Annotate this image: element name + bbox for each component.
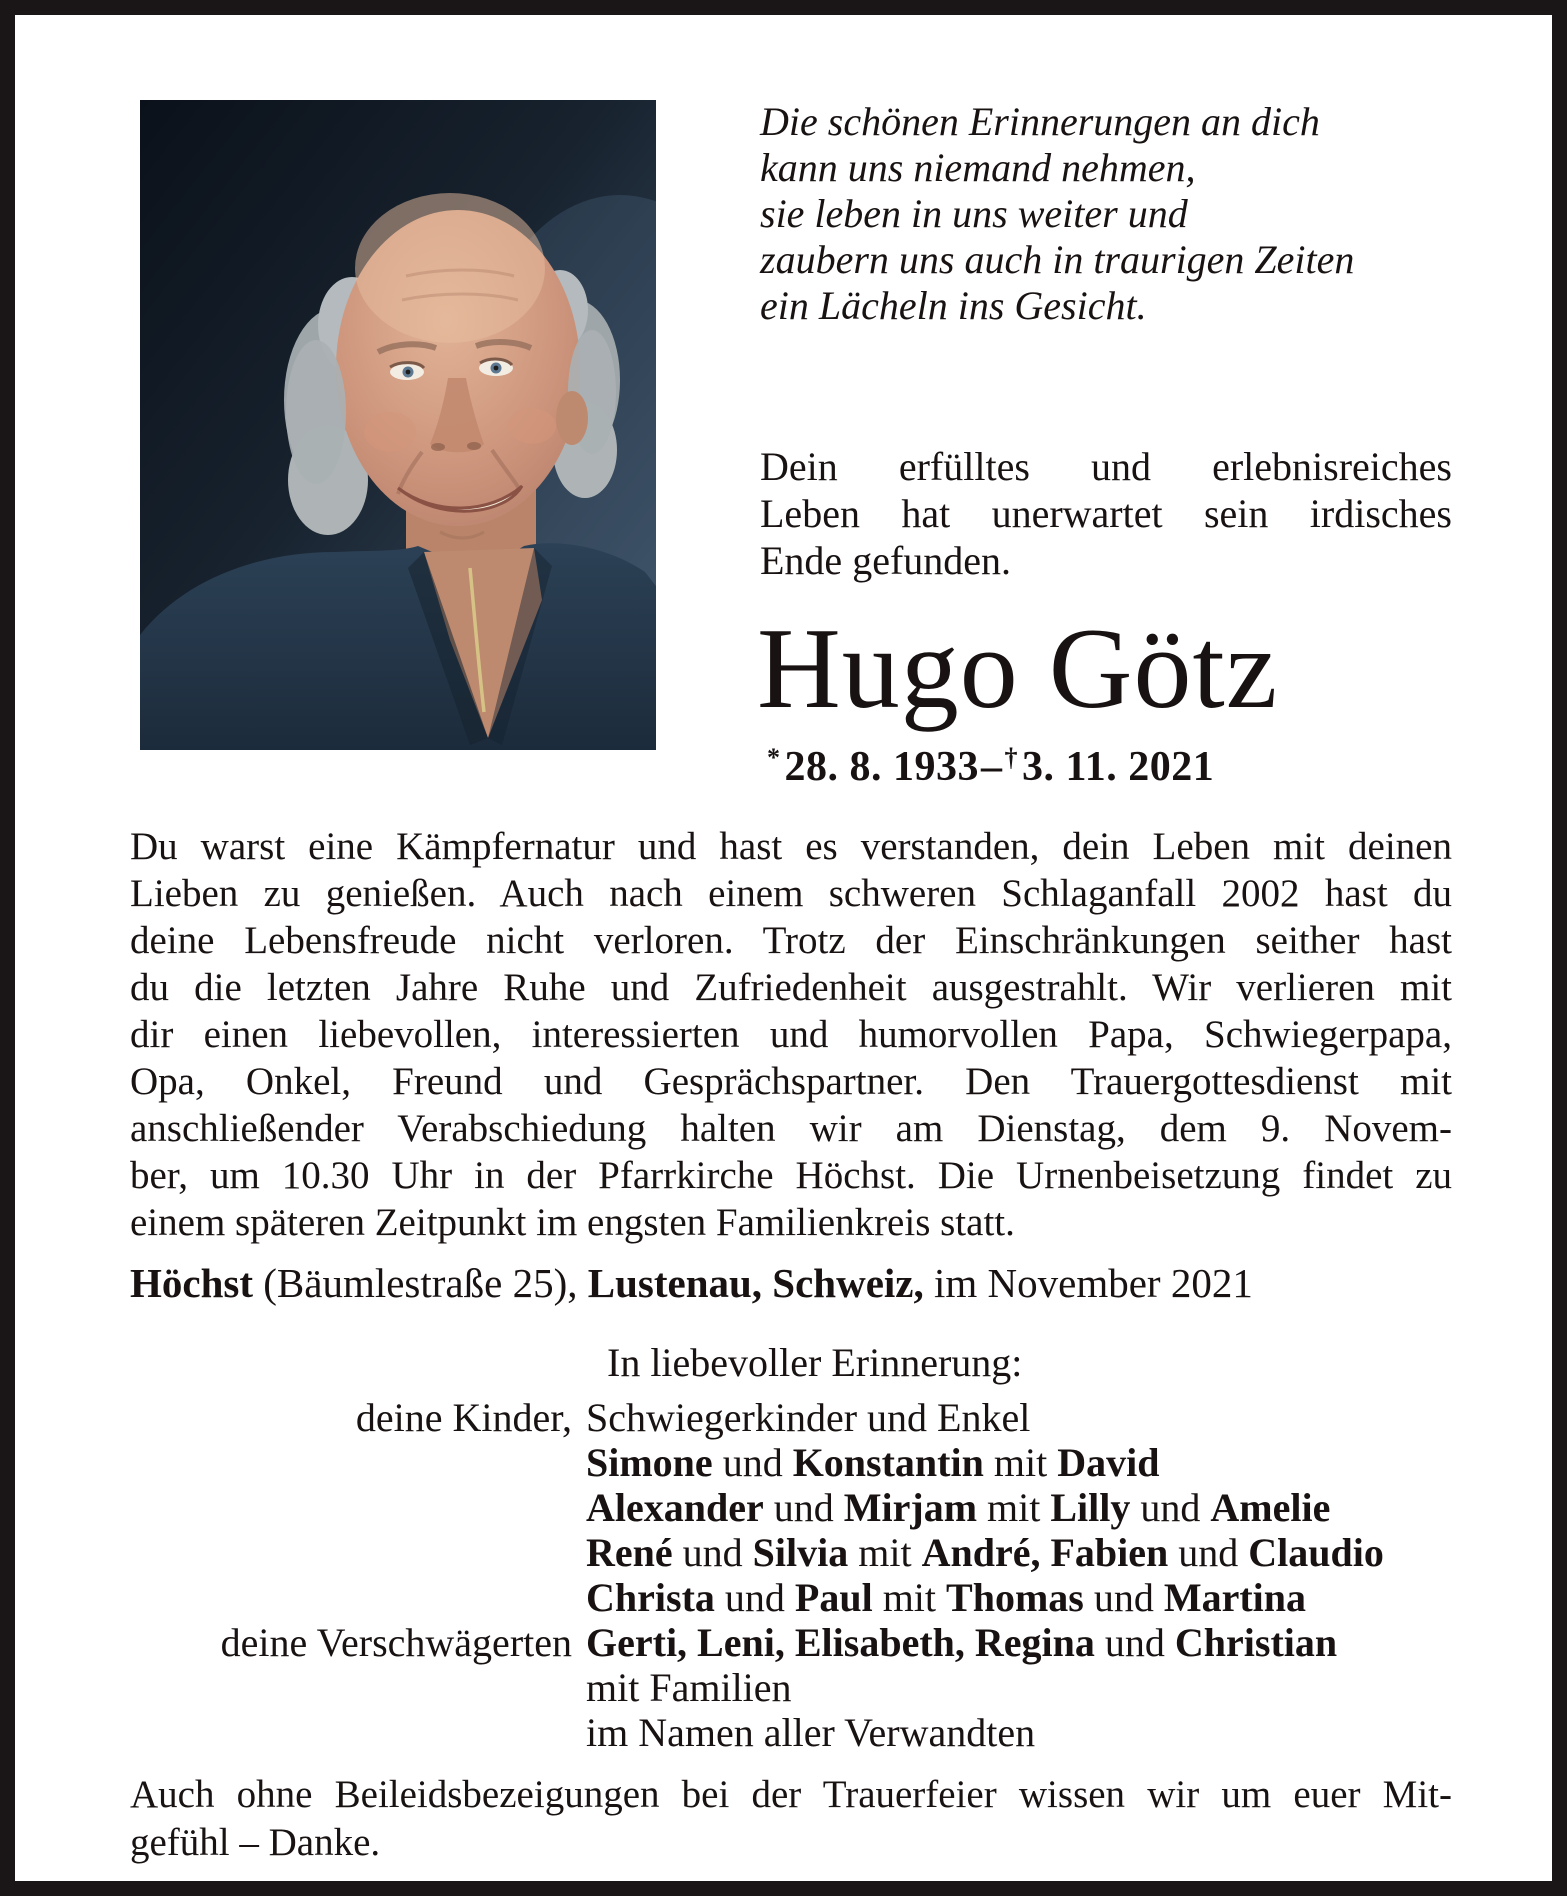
deceased-name: Hugo Götz bbox=[757, 605, 1279, 733]
obituary-line: anschließender Verabschiedung halten wir am Dienstag, dem 9. Novem- bbox=[130, 1107, 1452, 1150]
obituary-text bbox=[130, 823, 1452, 1246]
poem-line: kann uns niemand nehmen, bbox=[760, 145, 1196, 190]
connector-text: mit bbox=[977, 1485, 1051, 1530]
person-name: René bbox=[586, 1530, 673, 1575]
person-name: André, Fabien bbox=[921, 1530, 1169, 1575]
relation-label bbox=[130, 1710, 572, 1755]
names-line bbox=[586, 1575, 1306, 1620]
death-cross-symbol: † bbox=[1004, 742, 1019, 772]
connector-text: mit bbox=[872, 1575, 947, 1620]
person-name: Paul bbox=[794, 1575, 873, 1620]
remembrance-row bbox=[130, 1440, 1490, 1485]
connector-text: und bbox=[714, 1575, 795, 1620]
person-name: Christian bbox=[1174, 1620, 1338, 1665]
death-date: 3. 11. 2021 bbox=[1022, 744, 1215, 790]
intro-line: Dein erfülltes und erlebnisreiches bbox=[760, 444, 1452, 489]
names-line bbox=[586, 1395, 1030, 1440]
relation-label bbox=[130, 1665, 572, 1710]
poem-line: sie leben in uns weiter und bbox=[760, 191, 1188, 236]
relation-label bbox=[130, 1440, 572, 1485]
portrait-illustration bbox=[140, 100, 656, 750]
remembrance-row bbox=[130, 1395, 1490, 1440]
person-name: Christa bbox=[586, 1575, 715, 1620]
poem-line: zaubern uns auch in traurigen Zeiten bbox=[760, 237, 1355, 282]
connector-text: und bbox=[712, 1440, 793, 1485]
location-place: Lustenau, Schweiz, bbox=[587, 1260, 934, 1306]
remembrance-row bbox=[130, 1710, 1490, 1755]
location-place: Höchst bbox=[130, 1260, 264, 1306]
connector-text: und bbox=[763, 1485, 844, 1530]
person-name: Claudio bbox=[1248, 1530, 1384, 1575]
connector-text: und bbox=[1094, 1620, 1175, 1665]
person-name: Simone bbox=[586, 1440, 713, 1485]
poem-line: Die schönen Erinnerungen an dich bbox=[760, 99, 1320, 144]
closing-line: gefühl – Danke. bbox=[130, 1821, 381, 1864]
person-name: David bbox=[1057, 1440, 1160, 1485]
intro-text bbox=[760, 443, 1452, 584]
person-name: Silvia bbox=[752, 1530, 849, 1575]
connector-text: und bbox=[1168, 1530, 1249, 1575]
remembrance-row bbox=[130, 1620, 1490, 1665]
location-text: im November 2021 bbox=[934, 1260, 1253, 1306]
person-name: Amelie bbox=[1210, 1485, 1331, 1530]
remembrance-row bbox=[130, 1530, 1490, 1575]
connector-text: mit bbox=[983, 1440, 1058, 1485]
dates-separator: – bbox=[981, 744, 1003, 790]
names-line bbox=[586, 1710, 1035, 1755]
connector-text: Schwiegerkinder und Enkel bbox=[586, 1395, 1031, 1440]
names-line bbox=[586, 1665, 792, 1710]
connector-text: und bbox=[672, 1530, 753, 1575]
remembrance-list bbox=[130, 1395, 1490, 1755]
names-line bbox=[586, 1620, 1337, 1665]
birth-date: 28. 8. 1933 bbox=[784, 744, 980, 790]
remembrance-row bbox=[130, 1665, 1490, 1710]
intro-line: Ende gefunden. bbox=[760, 538, 1012, 583]
life-dates bbox=[767, 743, 1214, 791]
obituary-line: Opa, Onkel, Freund und Gesprächspartner. Den Trauergottesdienst mit bbox=[130, 1060, 1452, 1103]
intro-line: Leben hat unerwartet sein irdisches bbox=[760, 491, 1452, 536]
connector-text: mit Familien bbox=[586, 1665, 792, 1710]
portrait-photo bbox=[140, 100, 656, 750]
remembrance-row bbox=[130, 1485, 1490, 1530]
connector-text: mit bbox=[848, 1530, 922, 1575]
names-line bbox=[586, 1485, 1330, 1530]
person-name: Alexander bbox=[586, 1485, 764, 1530]
birth-star-symbol: * bbox=[767, 742, 781, 772]
ear bbox=[556, 391, 588, 445]
relation-label bbox=[130, 1530, 572, 1575]
connector-text: und bbox=[1083, 1575, 1164, 1620]
obituary-line: dir einen liebevollen, interessierten und humorvollen Papa, Schwiegerpapa, bbox=[130, 1013, 1452, 1056]
relation-label: deine Verschwägerten bbox=[220, 1620, 572, 1665]
relation-label bbox=[130, 1485, 572, 1530]
remembrance-row bbox=[130, 1575, 1490, 1620]
names-line bbox=[586, 1440, 1159, 1485]
obituary-line: du die letzten Jahre Ruhe und Zufriedenheit ausgestrahlt. Wir verlieren mit bbox=[130, 966, 1452, 1009]
connector-text: im Namen aller Verwandten bbox=[586, 1710, 1036, 1755]
remembrance-heading: In liebevoller Erinnerung: bbox=[607, 1340, 1023, 1385]
person-name: Martina bbox=[1163, 1575, 1307, 1620]
location-text: (Bäumlestraße 25), bbox=[263, 1260, 588, 1306]
relation-label bbox=[130, 1575, 572, 1620]
person-name: Mirjam bbox=[843, 1485, 978, 1530]
person-name: Thomas bbox=[946, 1575, 1084, 1620]
location-line bbox=[130, 1259, 1452, 1307]
names-line bbox=[586, 1530, 1384, 1575]
obituary-line: ber, um 10.30 Uhr in der Pfarrkirche Höchst. Die Urnenbeisetzung findet zu bbox=[130, 1154, 1452, 1197]
obituary-line: einem späteren Zeitpunkt im engsten Familienkreis statt. bbox=[130, 1201, 1015, 1244]
poem-line: ein Lächeln ins Gesicht. bbox=[760, 283, 1147, 328]
person-name: Lilly bbox=[1050, 1485, 1131, 1530]
obituary-line: deine Lebensfreude nicht verloren. Trotz der Einschränkungen seither hast bbox=[130, 919, 1452, 962]
closing-line: Auch ohne Beileidsbezeigungen bei der Trauerfeier wissen wir um euer Mit- bbox=[130, 1773, 1452, 1816]
person-name: Konstantin bbox=[792, 1440, 984, 1485]
obituary-line: Lieben zu genießen. Auch nach einem schweren Schlaganfall 2002 hast du bbox=[130, 872, 1452, 915]
closing-text bbox=[130, 1771, 1452, 1867]
memorial-poem bbox=[760, 99, 1460, 329]
relation-label: deine Kinder, bbox=[355, 1395, 572, 1440]
obituary-line: Du warst eine Kämpfernatur und hast es verstanden, dein Leben mit deinen bbox=[130, 825, 1452, 868]
person-name: Gerti, Leni, Elisabeth, Regina bbox=[586, 1620, 1095, 1665]
connector-text: und bbox=[1130, 1485, 1211, 1530]
